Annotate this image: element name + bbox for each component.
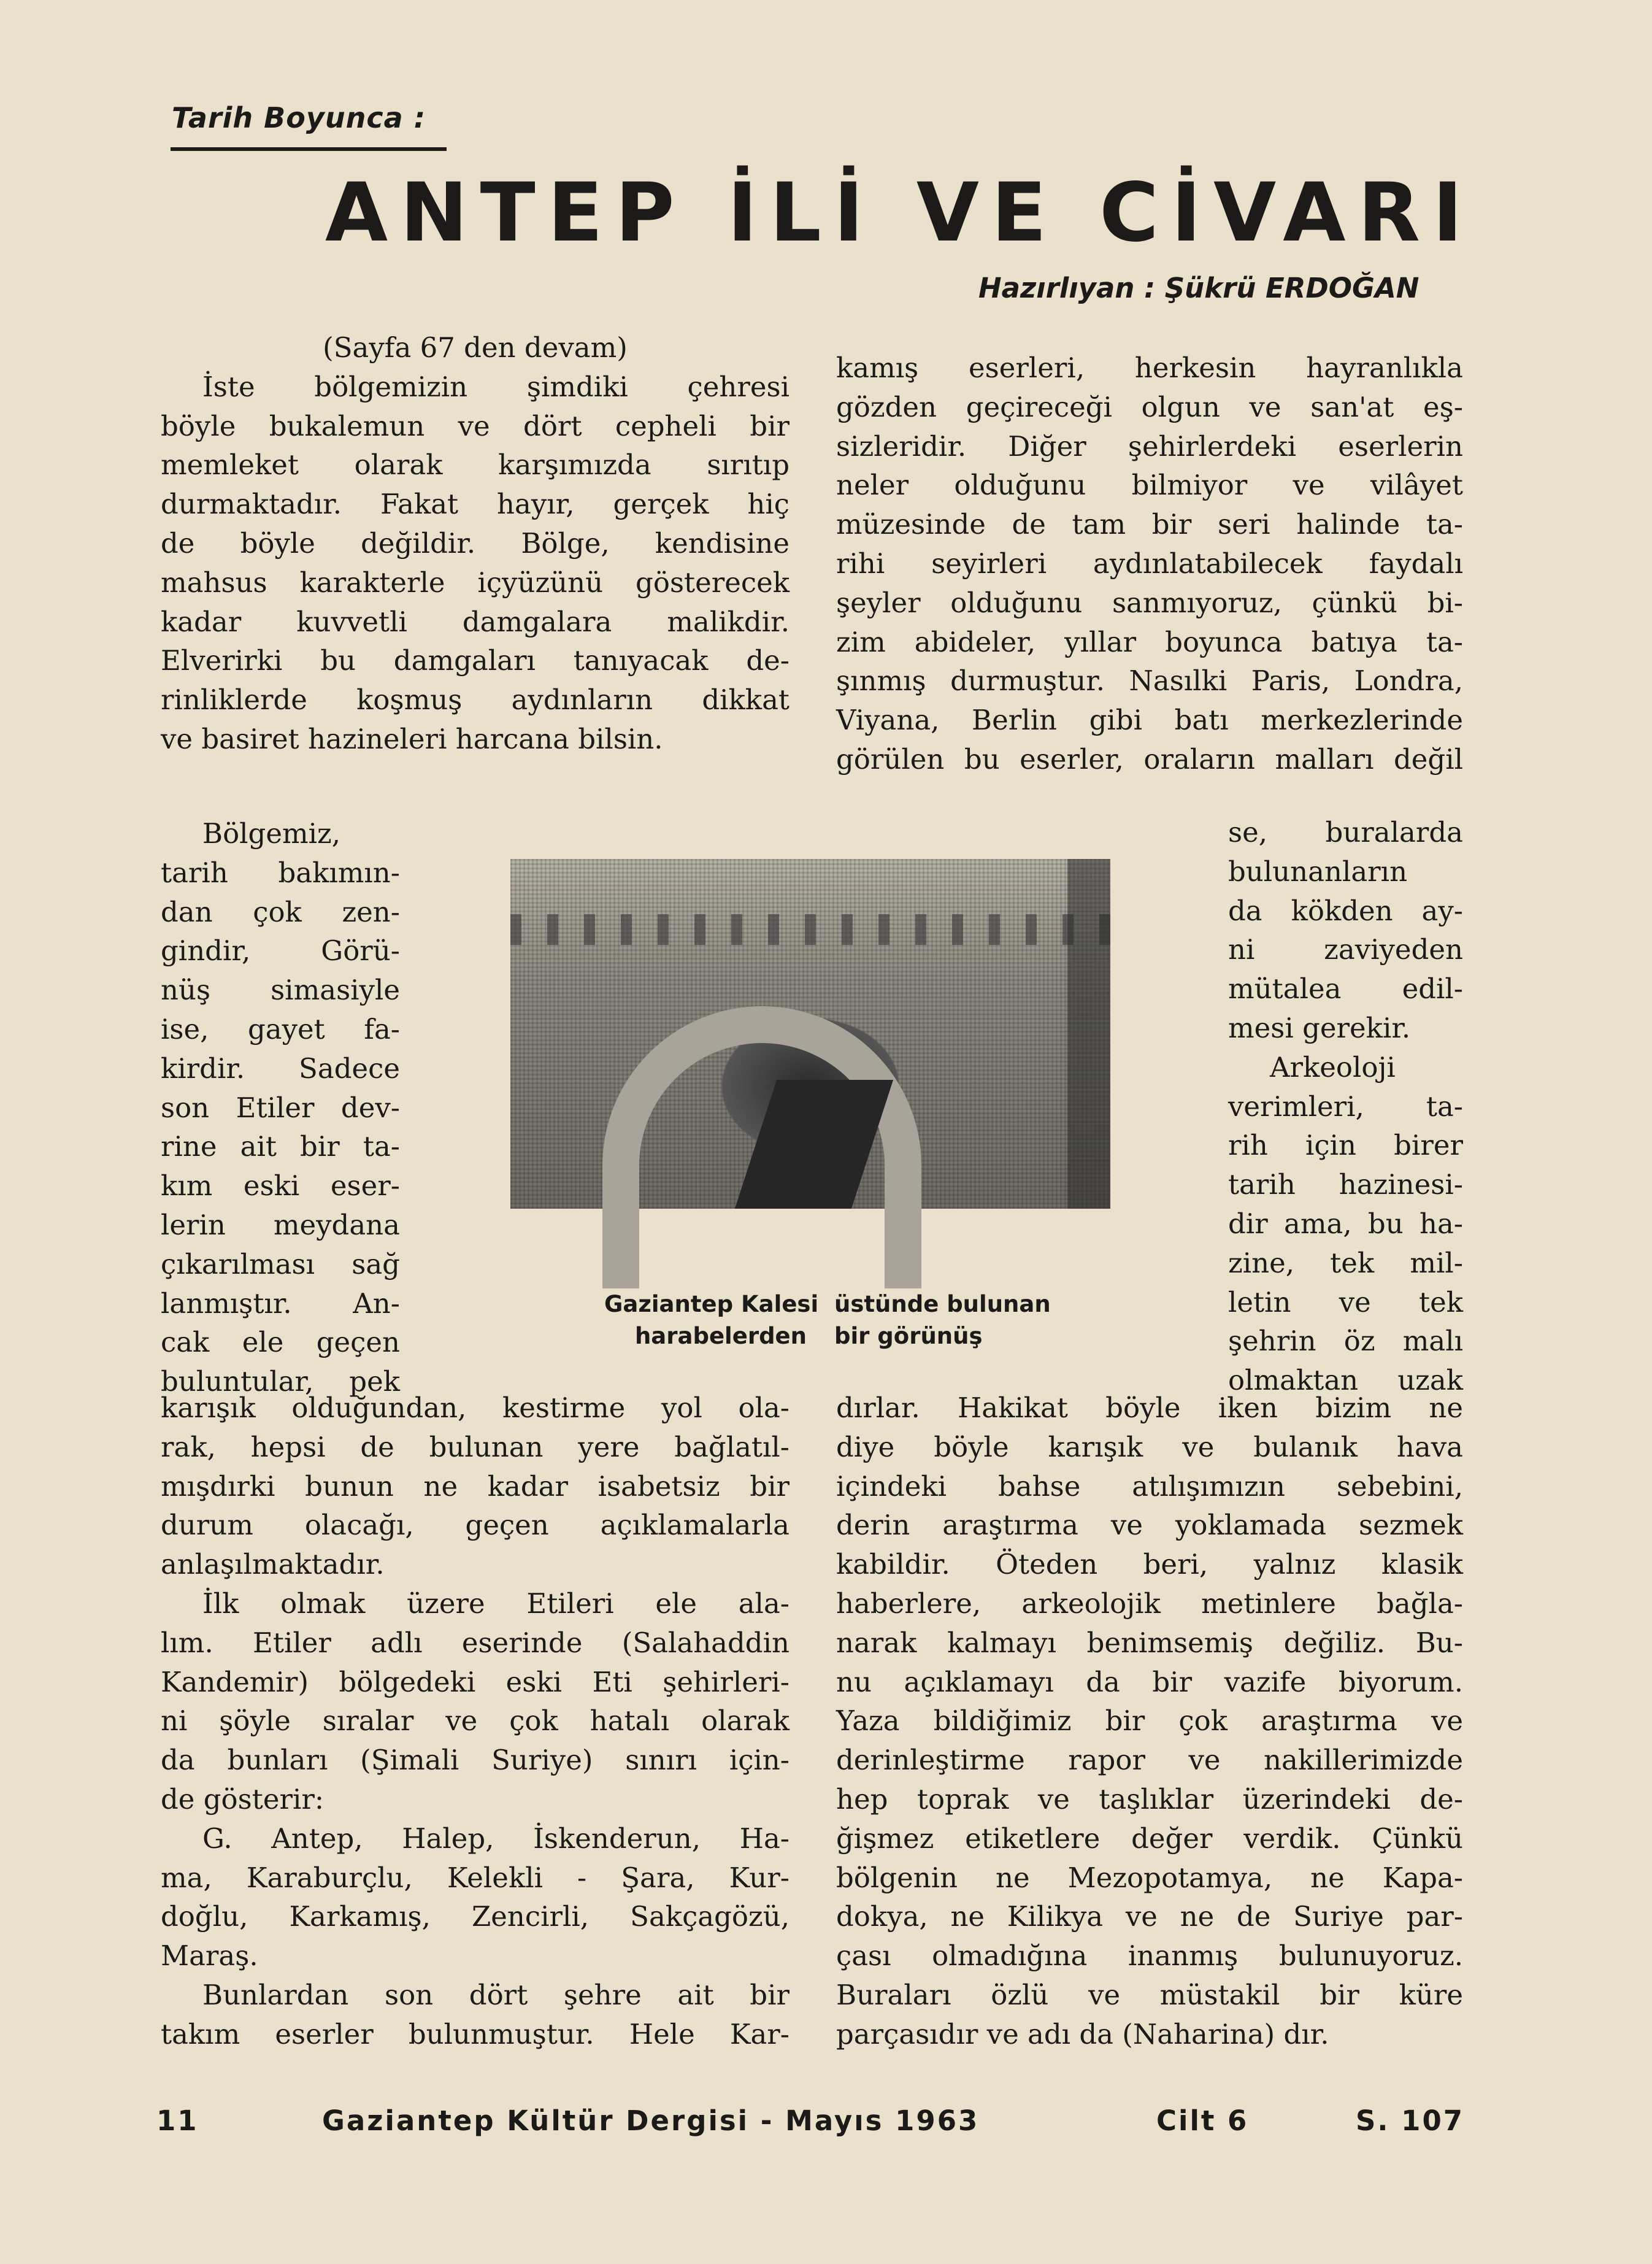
photo-caption-right: [834, 1288, 1055, 1352]
right-wrap-column: [1228, 813, 1463, 1400]
text-line: doğlu, Karkamış, Zencirli, Sakçagözü,: [161, 1900, 790, 1933]
text-line: İste bölgemizin şimdiki çehresi: [202, 370, 790, 403]
text-line: da kökden ay-: [1228, 894, 1463, 927]
text-line: mışdırki bunun ne kadar isabetsiz bir: [161, 1469, 790, 1503]
text-line: kım eski eser-: [161, 1169, 400, 1203]
text-line: lanmıştır. An-: [161, 1287, 400, 1320]
text-line: tarih bakımın-: [161, 856, 400, 889]
text-line: Bunlardan son dört şehre ait bir: [202, 1978, 790, 2011]
text-line: ise, gayet fa-: [161, 1012, 400, 1045]
text-line: ğişmez etiketlere değer verdik. Çünkü: [836, 1822, 1463, 1855]
text-line: böyle bukalemun ve dört cepheli bir: [161, 409, 790, 442]
text-line: derinleştirme rapor ve nakillerimizde: [836, 1744, 1463, 1777]
text-line: lerin meydana: [161, 1208, 400, 1241]
text-line: kadar kuvvetli damgalara malikdir.: [161, 605, 790, 638]
text-line: diye böyle karışık ve bulanık hava: [836, 1430, 1463, 1463]
caption-line: bir görünüş: [834, 1323, 983, 1349]
text-line: haberlere, arkeolojik metinlere bağla-: [836, 1587, 1463, 1620]
text-line: kabildir. Öteden beri, yalnız klasik: [836, 1548, 1463, 1581]
text-line: cak ele geçen: [161, 1326, 400, 1359]
text-line: zim abideler, yıllar boyunca batıya ta-: [836, 625, 1463, 658]
article-title: ANTEP İLİ VE CİVARI: [325, 166, 1475, 260]
text-line: rinliklerde koşmuş aydınların dikkat: [161, 683, 790, 717]
text-line: verimleri, ta-: [1228, 1090, 1463, 1123]
right-column-top: [836, 348, 1463, 779]
text-line: İlk olmak üzere Etileri ele ala-: [202, 1587, 790, 1620]
text-line: rine ait bir ta-: [161, 1130, 400, 1163]
text-line: olmaktan uzak: [1228, 1364, 1463, 1397]
text-line: derin araştırma ve yoklamada sezmek: [836, 1509, 1463, 1542]
text-line: neler olduğunu bilmiyor ve vilâyet: [836, 469, 1463, 502]
text-line: içindeki bahse atılışımızın sebebini,: [836, 1469, 1463, 1503]
text-line: anlaşılmaktadır.: [161, 1548, 385, 1581]
photo-battlements: [510, 914, 1110, 945]
left-wrap-column: [161, 814, 400, 1401]
issue-label: S. 107: [1356, 2104, 1465, 2137]
caption-line: harabelerden: [634, 1323, 807, 1349]
text-line: narak kalmayı benimsemiş değiliz. Bu-: [836, 1626, 1463, 1659]
page-number: 11: [156, 2104, 199, 2137]
left-column-top: [161, 328, 790, 759]
caption-line: Gaziantep Kalesi: [604, 1291, 819, 1317]
text-line: ni zaviyeden: [1228, 933, 1463, 966]
text-line: ma, Karaburçlu, Kelekli - Şara, Kur-: [161, 1861, 790, 1894]
section-underline: [171, 147, 447, 151]
text-line: da bunları (Şimali Suriye) sınırı için-: [161, 1744, 790, 1777]
caption-line: üstünde bulunan: [834, 1291, 1051, 1317]
magazine-name: Gaziantep Kültür Dergisi - Mayıs 1963: [322, 2104, 980, 2137]
text-line: dan çok zen-: [161, 895, 400, 928]
text-line: çası olmadığına inanmış bulunuyoruz.: [836, 1939, 1463, 1973]
text-line: takım eserler bulunmuştur. Hele Kar-: [161, 2017, 790, 2050]
text-line: sizleridir. Diğer şehirlerdeki eserlerin: [836, 429, 1463, 463]
text-line: kamış eserleri, herkesin hayranlıkla: [836, 352, 1463, 384]
text-line: dokya, ne Kilikya ve ne de Suriye par-: [836, 1900, 1463, 1933]
text-line: durmaktadır. Fakat hayır, gerçek hiç: [161, 488, 790, 521]
text-line: karışık olduğundan, kestirme yol ola-: [161, 1392, 790, 1424]
text-line: de böyle değildir. Bölge, kendisine: [161, 526, 790, 560]
text-line: letin ve tek: [1228, 1285, 1463, 1319]
text-line: mahsus karakterle içyüzünü gösterecek: [161, 566, 790, 599]
text-line: durum olacağı, geçen açıklamalarla: [161, 1509, 790, 1542]
text-line: hep toprak ve taşlıklar üzerindeki de-: [836, 1782, 1463, 1815]
article-byline: Hazırlıyan : Şükrü ERDOĞAN: [978, 272, 1420, 304]
text-line: müzesinde de tam bir seri halinde ta-: [836, 508, 1463, 541]
text-line: memleket olarak karşımızda sırıtıp: [161, 449, 790, 482]
right-column-bottom: [836, 1388, 1463, 2054]
castle-ruins-photo: [510, 859, 1110, 1209]
text-line: nüş simasiyle: [161, 974, 400, 1007]
text-line: rihi seyirleri aydınlatabilecek faydalı: [836, 547, 1463, 580]
text-line: Yaza bildiğimiz bir çok araştırma ve: [836, 1704, 1463, 1738]
text-line: zine, tek mil-: [1228, 1246, 1463, 1279]
continuation-note: (Sayfa 67 den devam): [323, 331, 628, 364]
photo-caption-left: [604, 1288, 819, 1352]
text-line: mütalea edil-: [1228, 972, 1463, 1006]
text-line: bulunanların: [1228, 855, 1408, 888]
text-line: dırlar. Hakikat böyle iken bizim ne: [836, 1392, 1463, 1424]
photo-tower-edge: [1067, 859, 1110, 1209]
text-line: mesi gerekir.: [1228, 1011, 1411, 1044]
text-line: lım. Etiler adlı eserinde (Salahaddin: [161, 1626, 790, 1659]
text-line: çıkarılması sağ: [161, 1247, 400, 1280]
text-line: görülen bu eserler, oraların malları değil: [836, 742, 1463, 776]
text-line: buluntular, pek: [161, 1365, 400, 1398]
text-line: Buraları özlü ve müstakil bir küre: [836, 1978, 1463, 2011]
text-line: Elverirki bu damgaları tanıyacak de-: [161, 644, 790, 677]
left-column-bottom: [161, 1388, 790, 2054]
text-line: ve basiret hazineleri harcana bilsin.: [161, 722, 663, 755]
text-line: Arkeoloji: [1270, 1050, 1396, 1084]
text-line: şehrin öz malı: [1228, 1325, 1463, 1358]
text-line: bölgenin ne Mezopotamya, ne Kapa-: [836, 1861, 1463, 1894]
text-line: Kandemir) bölgedeki eski Eti şehirleri-: [161, 1665, 790, 1698]
text-line: G. Antep, Halep, İskenderun, Ha-: [202, 1822, 790, 1855]
text-line: dir ama, bu ha-: [1228, 1207, 1463, 1240]
text-line: nu açıklamayı da bir vazife biyorum.: [836, 1665, 1463, 1698]
text-line: Bölgemiz,: [202, 817, 341, 850]
text-line: de gösterir:: [161, 1782, 325, 1815]
volume-label: Cilt 6: [1156, 2104, 1249, 2137]
text-line: son Etiler dev-: [161, 1091, 400, 1124]
text-line: gözden geçireceği olgun ve san'at eş-: [836, 390, 1463, 423]
section-label: Tarih Boyunca :: [172, 101, 426, 134]
text-line: rak, hepsi de bulunan yere bağlatıl-: [161, 1430, 790, 1463]
text-line: şeyler olduğunu sanmıyoruz, çünkü bi-: [836, 586, 1463, 619]
text-line: rih için birer: [1228, 1129, 1463, 1162]
text-line: se, buralarda: [1228, 816, 1463, 849]
text-line: Maraş.: [161, 1939, 258, 1973]
text-line: şınmış durmuştur. Nasılki Paris, Londra,: [836, 664, 1463, 698]
text-line: kirdir. Sadece: [161, 1052, 400, 1085]
text-line: gindir, Görü-: [161, 934, 400, 968]
text-line: ni şöyle sıralar ve çok hatalı olarak: [161, 1704, 790, 1738]
text-line: tarih hazinesi-: [1228, 1168, 1463, 1201]
text-line: parçasıdır ve adı da (Naharina) dır.: [836, 2017, 1329, 2050]
text-line: Viyana, Berlin gibi batı merkezlerinde: [836, 704, 1463, 737]
